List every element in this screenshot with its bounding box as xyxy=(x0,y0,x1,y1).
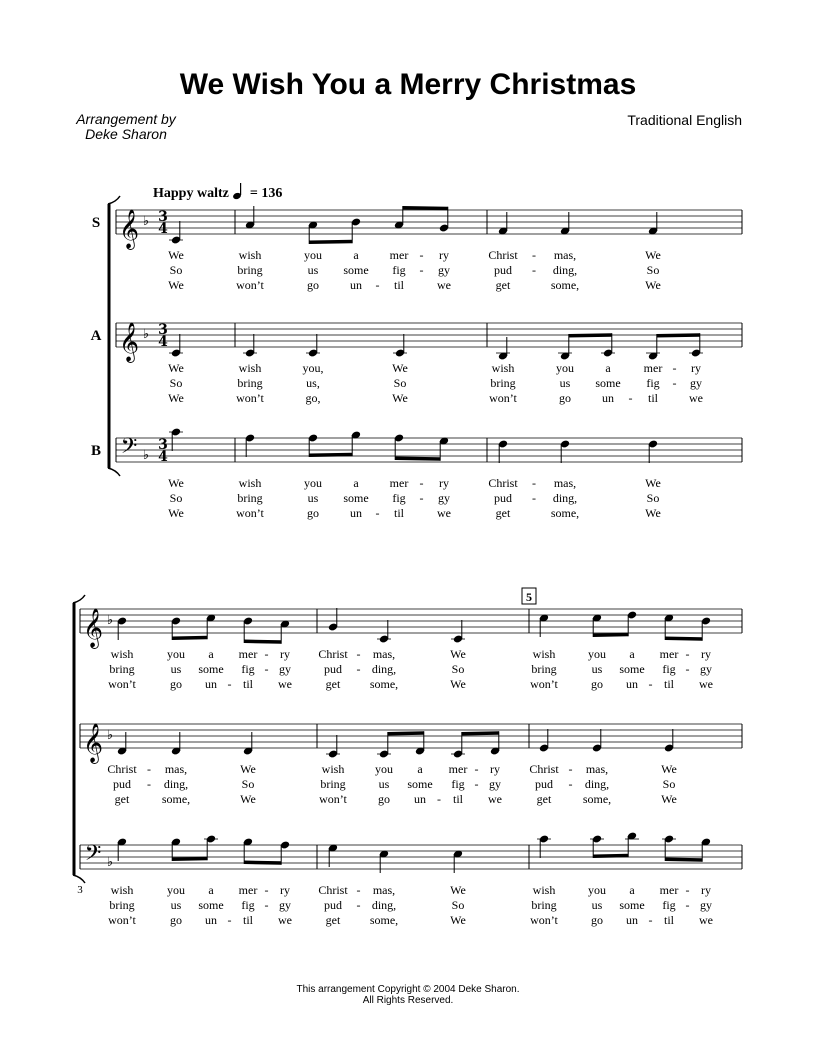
lyric-syllable: ry xyxy=(701,883,711,897)
lyric-syllable: mer xyxy=(389,476,409,490)
lyric-syllable: ding, xyxy=(371,662,397,676)
lyric-syllable: mas, xyxy=(164,762,188,776)
note-beam xyxy=(569,333,612,337)
lyric-syllable: We xyxy=(645,278,661,292)
lyric-syllable: won’t xyxy=(530,913,558,927)
lyric-syllable: some xyxy=(619,898,645,912)
lyric-syllable: we xyxy=(488,792,502,806)
key-signature-flat: ♭ xyxy=(142,327,150,342)
lyric-syllable: a xyxy=(629,883,635,897)
lyric-syllable: - xyxy=(227,913,232,927)
lyric-syllable: go xyxy=(307,278,319,292)
note-beam xyxy=(665,637,702,641)
lyric-syllable: some xyxy=(198,898,224,912)
lyric-syllable: go, xyxy=(305,391,321,405)
note-beam xyxy=(244,640,281,644)
lyric-syllable: - xyxy=(672,376,677,390)
lyric-syllable: So xyxy=(169,263,183,277)
lyric-syllable: gy xyxy=(690,376,702,390)
lyric-syllable: ry xyxy=(439,476,449,490)
lyric-syllable: you xyxy=(588,883,606,897)
lyric-syllable: un xyxy=(602,391,614,405)
lyric-syllable: We xyxy=(450,913,466,927)
lyric-syllable: pud xyxy=(324,662,342,676)
lyric-syllable: bring xyxy=(320,777,346,791)
lyric-syllable: bring xyxy=(109,898,135,912)
note-beam xyxy=(172,636,207,640)
time-signature-bottom: 4 xyxy=(158,334,168,350)
key-signature-flat: ♭ xyxy=(142,448,150,463)
lyric-syllable: So xyxy=(451,898,465,912)
lyric-syllable: fig xyxy=(392,491,406,505)
lyric-syllable: go xyxy=(170,677,182,691)
lyric-syllable: fig xyxy=(662,662,676,676)
lyric-syllable: - xyxy=(147,777,151,791)
lyric-syllable: we xyxy=(689,391,703,405)
lyric-syllable: - xyxy=(419,491,424,505)
lyric-syllable: We xyxy=(240,792,256,806)
lyric-syllable: we xyxy=(699,913,713,927)
lyric-syllable: - xyxy=(356,662,361,676)
lyric-syllable: fig xyxy=(662,898,676,912)
lyric-syllable: you xyxy=(375,762,393,776)
lyric-syllable: un xyxy=(205,913,217,927)
lyric-syllable: won’t xyxy=(319,792,347,806)
lyric-syllable: - xyxy=(648,677,653,691)
lyric-syllable: ry xyxy=(691,361,701,375)
lyric-syllable: til xyxy=(242,913,254,927)
staff-1-s xyxy=(116,209,742,250)
lyric-syllable: We xyxy=(168,278,184,292)
lyric-syllable: fig xyxy=(646,376,660,390)
lyric-syllable: - xyxy=(672,361,677,375)
time-signature-top: 3 xyxy=(158,437,168,453)
note-beam xyxy=(244,861,281,865)
bracket-hook-bottom xyxy=(73,875,85,883)
lyric-syllable: gy xyxy=(489,777,501,791)
lyric-syllable: - xyxy=(474,762,479,776)
lyric-syllable: ding, xyxy=(163,777,189,791)
lyric-syllable: mer xyxy=(643,361,663,375)
lyric-syllable: We xyxy=(168,391,184,405)
bracket-hook-top xyxy=(73,595,85,603)
voice-label-b: B xyxy=(90,443,102,459)
lyric-syllable: We xyxy=(450,883,466,897)
lyric-syllable: pud xyxy=(494,491,512,505)
composer-credit: Traditional English xyxy=(627,112,742,128)
lyric-syllable: un xyxy=(350,506,362,520)
lyric-syllable: So xyxy=(169,376,183,390)
lyric-syllable: ry xyxy=(490,762,500,776)
lyric-syllable: pud xyxy=(113,777,131,791)
lyric-syllable: We xyxy=(645,248,661,262)
lyric-syllable: - xyxy=(147,762,151,776)
lyric-syllable: - xyxy=(648,913,653,927)
lyric-syllable: un xyxy=(205,677,217,691)
lyric-syllable: - xyxy=(356,883,361,897)
lyric-syllable: Christ xyxy=(107,762,137,776)
arranger-line-2: Deke Sharon xyxy=(85,126,167,142)
lyric-syllable: We xyxy=(168,248,184,262)
lyric-syllable: - xyxy=(264,662,269,676)
lyric-syllable: un xyxy=(626,913,638,927)
lyric-syllable: pud xyxy=(494,263,512,277)
bracket-hook-bottom xyxy=(108,468,120,476)
arranger-line-1: Arrangement by xyxy=(76,111,176,127)
notes-group xyxy=(117,608,711,644)
lyric-syllable: mas, xyxy=(585,762,609,776)
lyric-syllable: wish xyxy=(238,476,262,490)
lyric-syllable: some xyxy=(198,662,224,676)
lyric-syllable: mer xyxy=(389,248,409,262)
lyric-syllable: ry xyxy=(280,883,290,897)
note-beam xyxy=(593,854,628,858)
lyric-syllable: get xyxy=(536,792,552,806)
lyric-syllable: We xyxy=(645,506,661,520)
notes-group xyxy=(169,206,658,245)
lyric-syllable: wish xyxy=(321,762,345,776)
lyric-syllable: you xyxy=(167,883,185,897)
lyric-syllable: un xyxy=(626,677,638,691)
lyric-syllable: some xyxy=(619,662,645,676)
lyric-syllable: wish xyxy=(532,647,556,661)
lyric-syllable: won’t xyxy=(236,278,264,292)
lyric-syllable: us xyxy=(307,263,319,277)
lyric-syllable: - xyxy=(685,647,690,661)
lyric-syllable: ry xyxy=(280,647,290,661)
lyric-syllable: a xyxy=(629,647,635,661)
lyric-syllable: us xyxy=(591,662,603,676)
lyric-syllable: go xyxy=(591,677,603,691)
lyric-syllable: - xyxy=(264,883,269,897)
lyric-syllable: un xyxy=(414,792,426,806)
lyric-syllable: we xyxy=(437,506,451,520)
lyric-syllable: So xyxy=(662,777,676,791)
lyric-syllable: you xyxy=(588,647,606,661)
lyric-syllable: - xyxy=(685,883,690,897)
lyric-syllable: bring xyxy=(237,263,263,277)
lyric-syllable: So xyxy=(393,376,407,390)
key-signature-flat: ♭ xyxy=(142,214,150,229)
lyric-syllable: get xyxy=(114,792,130,806)
lyric-syllable: fig xyxy=(241,898,255,912)
treble-clef-icon: 𝄞 xyxy=(82,608,104,648)
lyric-syllable: fig xyxy=(392,263,406,277)
lyric-syllable: some xyxy=(343,491,369,505)
lyric-syllable: We xyxy=(661,762,677,776)
lyric-syllable: mas, xyxy=(553,248,577,262)
lyric-syllable: Christ xyxy=(488,248,518,262)
measure-number: 3 xyxy=(77,884,83,896)
tempo-bpm: = 136 xyxy=(249,186,283,201)
lyric-syllable: you xyxy=(167,647,185,661)
lyric-syllable: won’t xyxy=(530,677,558,691)
lyric-syllable: So xyxy=(646,491,660,505)
lyric-syllable: - xyxy=(419,476,424,490)
lyric-syllable: mer xyxy=(448,762,468,776)
lyric-syllable: til xyxy=(452,792,464,806)
lyric-syllable: - xyxy=(532,263,536,277)
lyric-syllable: wish xyxy=(238,248,262,262)
lyric-syllable: some, xyxy=(369,677,399,691)
lyric-syllable: get xyxy=(495,278,511,292)
lyric-syllable: Christ xyxy=(529,762,559,776)
treble-clef-icon: 𝄞 xyxy=(118,209,140,249)
lyric-syllable: ry xyxy=(701,647,711,661)
key-signature-flat: ♭ xyxy=(106,728,114,743)
lyric-syllable: wish xyxy=(532,883,556,897)
rehearsal-mark: 5 xyxy=(526,590,532,604)
lyric-syllable: we xyxy=(699,677,713,691)
lyric-syllable: bring xyxy=(237,376,263,390)
lyric-syllable: - xyxy=(356,647,361,661)
lyric-syllable: gy xyxy=(279,662,291,676)
notes-group xyxy=(117,729,674,759)
voice-label-s: S xyxy=(91,215,101,231)
lyric-syllable: a xyxy=(353,476,359,490)
staff-2-b xyxy=(80,841,742,871)
lyric-syllable: a xyxy=(417,762,423,776)
lyric-syllable: We xyxy=(450,677,466,691)
lyric-syllable: - xyxy=(532,476,536,490)
lyric-syllable: We xyxy=(450,647,466,661)
lyric-syllable: - xyxy=(685,898,690,912)
lyric-syllable: go xyxy=(591,913,603,927)
lyric-syllable: fig xyxy=(451,777,465,791)
lyric-syllable: you xyxy=(304,248,322,262)
lyric-syllable: bring xyxy=(109,662,135,676)
lyric-syllable: Christ xyxy=(318,883,348,897)
lyric-syllable: - xyxy=(375,506,380,520)
lyric-syllable: mas, xyxy=(372,883,396,897)
time-signature-bottom: 4 xyxy=(158,449,168,465)
lyric-syllable: a xyxy=(208,647,214,661)
lyric-syllable: go xyxy=(378,792,390,806)
lyric-syllable: us xyxy=(170,662,182,676)
lyric-syllable: pud xyxy=(535,777,553,791)
lyric-syllable: - xyxy=(568,762,573,776)
lyric-syllable: We xyxy=(392,391,408,405)
lyric-syllable: So xyxy=(646,263,660,277)
lyric-syllable: get xyxy=(325,913,341,927)
lyric-syllable: us xyxy=(559,376,571,390)
lyric-syllable: gy xyxy=(700,898,712,912)
time-signature-bottom: 4 xyxy=(158,221,168,237)
notes-group xyxy=(117,831,711,873)
lyric-syllable: - xyxy=(419,263,424,277)
lyric-syllable: mas, xyxy=(372,647,396,661)
lyric-syllable: mer xyxy=(659,883,679,897)
lyric-syllable: til xyxy=(393,506,405,520)
lyric-syllable: mas, xyxy=(553,476,577,490)
treble-clef-icon: 𝄞 xyxy=(82,723,104,763)
lyric-syllable: you xyxy=(556,361,574,375)
lyric-syllable: us xyxy=(170,898,182,912)
lyric-syllable: ry xyxy=(439,248,449,262)
lyric-syllable: won’t xyxy=(489,391,517,405)
lyric-syllable: - xyxy=(264,898,269,912)
note-beam xyxy=(309,453,352,457)
lyric-syllable: ding, xyxy=(584,777,610,791)
lyric-syllable: you, xyxy=(302,361,324,375)
lyric-syllable: - xyxy=(227,677,232,691)
lyric-syllable: fig xyxy=(241,662,255,676)
lyric-syllable: We xyxy=(168,361,184,375)
staff-1-a xyxy=(116,322,742,363)
lyric-syllable: some, xyxy=(369,913,399,927)
lyric-syllable: gy xyxy=(700,662,712,676)
key-signature-flat: ♭ xyxy=(106,855,114,870)
lyric-syllable: bring xyxy=(490,376,516,390)
lyric-syllable: - xyxy=(375,278,380,292)
treble-clef-icon: 𝄞 xyxy=(118,322,140,362)
lyric-syllable: wish xyxy=(491,361,515,375)
staff-2-s xyxy=(80,608,742,649)
lyric-syllable: un xyxy=(350,278,362,292)
lyric-syllable: We xyxy=(392,361,408,375)
lyric-syllable: We xyxy=(168,506,184,520)
lyric-syllable: get xyxy=(495,506,511,520)
lyric-syllable: a xyxy=(605,361,611,375)
note-beam xyxy=(593,633,628,637)
lyric-syllable: go xyxy=(559,391,571,405)
lyric-syllable: We xyxy=(168,476,184,490)
lyric-syllable: - xyxy=(474,777,479,791)
lyric-syllable: - xyxy=(437,792,441,806)
time-signature-top: 3 xyxy=(158,322,168,338)
lyric-syllable: wish xyxy=(110,883,134,897)
lyric-syllable: wish xyxy=(238,361,262,375)
note-beam xyxy=(657,333,700,337)
lyric-syllable: won’t xyxy=(108,677,136,691)
lyric-syllable: til xyxy=(663,913,675,927)
lyric-syllable: We xyxy=(240,762,256,776)
lyric-syllable: ding, xyxy=(371,898,397,912)
lyric-syllable: won’t xyxy=(236,506,264,520)
lyric-syllable: some xyxy=(343,263,369,277)
lyric-syllable: - xyxy=(532,491,536,505)
note-beam xyxy=(309,240,352,244)
lyric-syllable: wish xyxy=(110,647,134,661)
notes-group xyxy=(169,427,658,463)
lyric-syllable: some xyxy=(595,376,621,390)
rights-line: All Rights Reserved. xyxy=(362,995,454,1006)
lyric-syllable: - xyxy=(685,662,690,676)
lyric-syllable: - xyxy=(356,898,361,912)
bass-clef-icon: 𝄢 xyxy=(84,841,102,871)
lyric-syllable: we xyxy=(437,278,451,292)
lyric-syllable: you xyxy=(304,476,322,490)
key-signature-flat: ♭ xyxy=(106,613,114,628)
lyric-syllable: won’t xyxy=(236,391,264,405)
lyric-syllable: til xyxy=(242,677,254,691)
lyric-syllable: So xyxy=(169,491,183,505)
lyric-syllable: - xyxy=(264,647,269,661)
lyric-syllable: gy xyxy=(279,898,291,912)
lyric-syllable: won’t xyxy=(108,913,136,927)
voice-label-a: A xyxy=(90,328,102,344)
copyright-line: This arrangement Copyright © 2004 Deke Sharon. xyxy=(296,984,520,995)
lyric-syllable: some, xyxy=(161,792,191,806)
lyric-syllable: - xyxy=(628,391,633,405)
copyright-footer xyxy=(0,984,816,1006)
lyric-syllable: gy xyxy=(438,263,450,277)
lyric-syllable: So xyxy=(241,777,255,791)
bracket-hook-top xyxy=(108,196,120,204)
lyric-syllable: Christ xyxy=(318,647,348,661)
bass-clef-icon: 𝄢 xyxy=(120,434,138,464)
note-beam xyxy=(172,857,207,861)
lyric-syllable: til xyxy=(647,391,659,405)
lyric-syllable: us, xyxy=(306,376,320,390)
lyric-syllable: ding, xyxy=(552,491,578,505)
lyric-syllable: us xyxy=(378,777,390,791)
lyric-syllable: We xyxy=(645,476,661,490)
lyric-syllable: bring xyxy=(531,662,557,676)
note-beam xyxy=(395,457,440,461)
lyric-syllable: some, xyxy=(550,278,580,292)
lyric-syllable: go xyxy=(307,506,319,520)
lyric-syllable: bring xyxy=(531,898,557,912)
lyric-syllable: we xyxy=(278,677,292,691)
lyric-syllable: some xyxy=(407,777,433,791)
lyric-syllable: mer xyxy=(659,647,679,661)
lyric-syllable: a xyxy=(208,883,214,897)
score-title: We Wish You a Merry Christmas xyxy=(179,68,637,101)
lyric-syllable: some, xyxy=(582,792,612,806)
note-beam xyxy=(462,731,499,735)
lyric-syllable: - xyxy=(532,248,536,262)
lyric-syllable: a xyxy=(353,248,359,262)
lyric-syllable: mer xyxy=(238,883,258,897)
lyric-syllable: bring xyxy=(237,491,263,505)
lyric-syllable: we xyxy=(278,913,292,927)
lyric-syllable: - xyxy=(568,777,573,791)
lyric-syllable: We xyxy=(661,792,677,806)
lyric-syllable: Christ xyxy=(488,476,518,490)
lyric-syllable: go xyxy=(170,913,182,927)
lyric-syllable: some, xyxy=(550,506,580,520)
tempo-text: Happy waltz xyxy=(153,186,229,201)
note-beam xyxy=(388,731,424,735)
lyric-syllable: - xyxy=(419,248,424,262)
lyric-syllable: gy xyxy=(438,491,450,505)
lyric-syllable: us xyxy=(307,491,319,505)
lyric-syllable: mer xyxy=(238,647,258,661)
lyric-syllable: us xyxy=(591,898,603,912)
lyric-syllable: ding, xyxy=(552,263,578,277)
lyric-syllable: So xyxy=(451,662,465,676)
lyric-syllable: til xyxy=(663,677,675,691)
time-signature-top: 3 xyxy=(158,209,168,225)
lyric-syllable: pud xyxy=(324,898,342,912)
lyric-syllable: get xyxy=(325,677,341,691)
note-beam xyxy=(665,858,702,862)
lyric-syllable: til xyxy=(393,278,405,292)
